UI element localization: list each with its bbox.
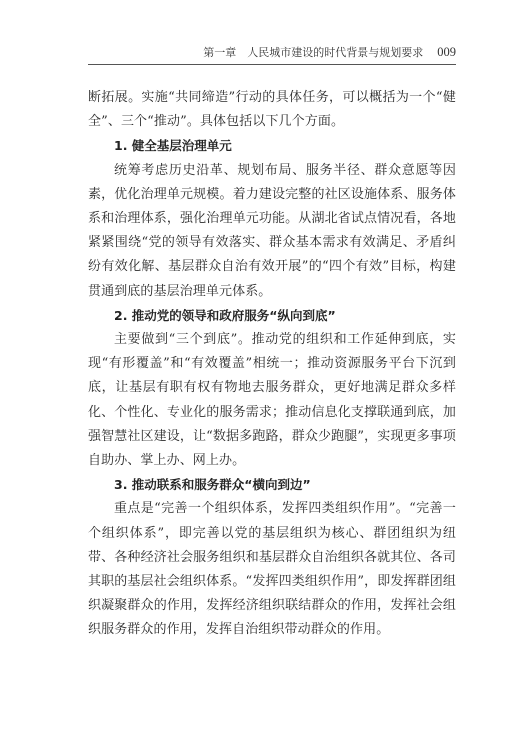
section-heading-1: 1. 健全基层治理单元: [114, 138, 232, 154]
intro-paragraph: 断拓展。实施“共同缔造”行动的具体任务，可以概括为一个“健全”、三个“推动”。具体包括以下几个方面。: [88, 90, 456, 130]
section-heading-3: 3. 推动联系和服务群众“横向到边”: [114, 477, 311, 493]
section-paragraph-1: 统筹考虑历史沿革、规划布局、服务半径、群众意愿等因素，优化治理单元规模。着力建设完整的社区设施体系、服务体系和治理体系，强化治理单元功能。从湖北省试点情况看，各地紧紧围绕“党的领导有效落实、群众基本需求有效满足、矛盾纠纷有效化解、基层群众自治有效开展”的“四个有效”目标，构建贯通到底的基层治理单元体系。: [88, 162, 456, 299]
page-number: 009: [437, 45, 456, 59]
section-heading-2: 2. 推动党的领导和政府服务“纵向到底”: [114, 307, 336, 323]
running-header: [88, 44, 456, 62]
chapter-title: 第一章 人民城市建设的时代背景与规划要求: [203, 46, 424, 59]
header-rule: [88, 64, 456, 65]
section-paragraph-2: 主要做到“三个到底”。推动党的组织和工作延伸到底，实现“有形覆盖”和“有效覆盖”相统一；推动资源服务平台下沉到底，让基层有职有权有物地去服务群众，更好地满足群众多样化、个性化、专业化的服务需求；推动信息化支撑联通到底，加强智慧社区建设，让“数据多跑路，群众少跑腿”，实现更多事项自助办、掌上办、网上办。: [88, 332, 456, 469]
section-paragraph-3: 重点是“完善一个组织体系，发挥四类组织作用”。“完善一个组织体系”，即完善以党的基层组织为核心、群团组织为纽带、各种经济社会服务组织和基层群众自治组织各就其位、各司其职的基层社会组织体系。“发挥四类组织作用”，即发挥群团组织凝聚群众的作用，发挥经济组织联结群众的作用，发挥社会组织服务群众的作用，发挥自治组织带动群众的作用。: [88, 501, 456, 638]
body-text: [88, 86, 456, 643]
